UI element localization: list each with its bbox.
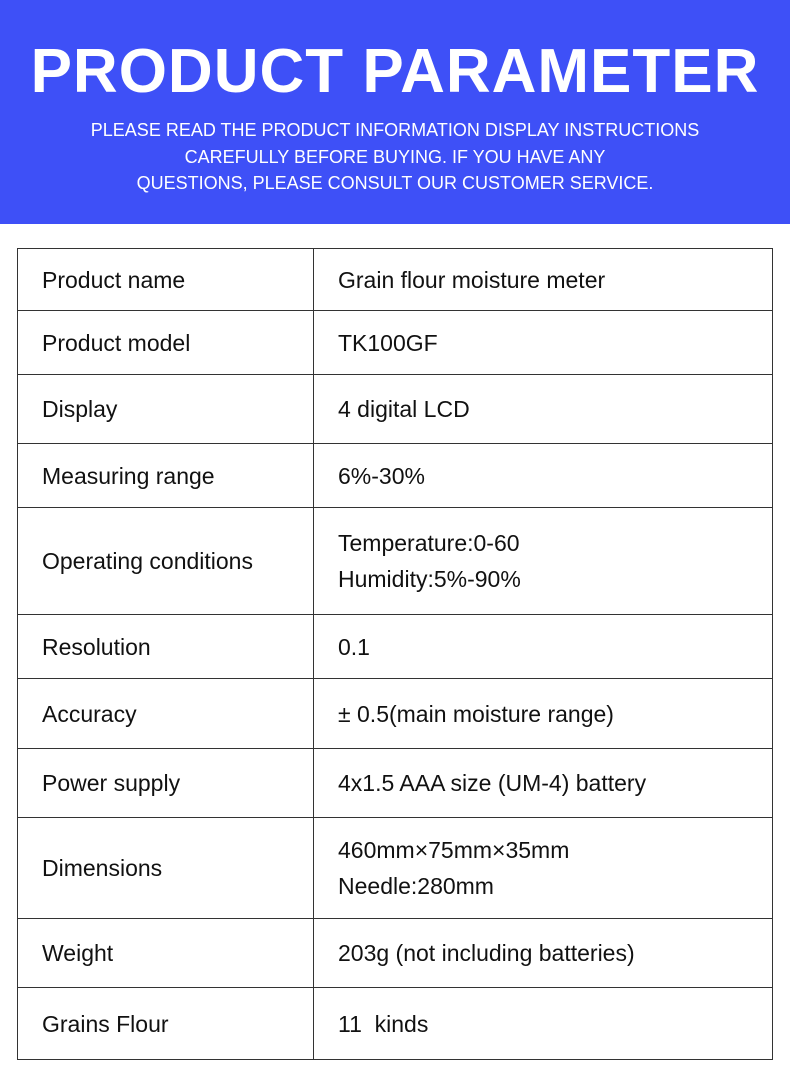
- param-value-line: Grain flour moisture meter: [338, 266, 606, 293]
- param-value: [314, 615, 773, 679]
- param-value: [314, 988, 773, 1060]
- table-row: [18, 818, 773, 919]
- table-row: [18, 375, 773, 444]
- parameter-table: [17, 248, 773, 1060]
- param-value-line: 6%-30%: [338, 462, 425, 489]
- param-value-line: TK100GF: [338, 329, 438, 356]
- table-row: [18, 615, 773, 679]
- subtitle-line: PLEASE READ THE PRODUCT INFORMATION DISPLAY INSTRUCTIONS: [90, 120, 700, 140]
- param-label: Operating conditions: [18, 508, 314, 615]
- param-value-line: 460mm×75mm×35mm: [338, 837, 570, 863]
- param-value: [314, 919, 773, 988]
- param-value-line: 4x1.5 AAA size (UM-4) battery: [338, 770, 647, 796]
- param-label: Grains Flour: [18, 988, 314, 1060]
- table-row: [18, 679, 773, 749]
- param-value: [314, 375, 773, 444]
- param-value: [314, 444, 773, 508]
- table-row: [18, 988, 773, 1060]
- header-banner: [0, 0, 790, 224]
- param-value: [314, 311, 773, 375]
- param-value-line: ± 0.5(main moisture range): [338, 700, 614, 727]
- param-value-line: 4 digital LCD: [338, 396, 470, 422]
- param-value-line: 11 kinds: [338, 1010, 429, 1037]
- table-row: [18, 919, 773, 988]
- page-title: PRODUCT PARAMETER: [30, 37, 760, 106]
- param-value-line: Needle:280mm: [338, 873, 494, 899]
- param-label: Display: [18, 375, 314, 444]
- param-value: [314, 818, 773, 919]
- param-value-line: 0.1: [338, 633, 370, 660]
- table-row: [18, 749, 773, 818]
- param-label: Power supply: [18, 749, 314, 818]
- param-label: Measuring range: [18, 444, 314, 508]
- param-label: Resolution: [18, 615, 314, 679]
- param-label: Weight: [18, 919, 314, 988]
- subtitle-line: QUESTIONS, PLEASE CONSULT OUR CUSTOMER SERVICE.: [136, 173, 654, 193]
- param-label: Accuracy: [18, 679, 314, 749]
- page-subtitle: [40, 117, 750, 197]
- param-value-line: Temperature:0-60: [338, 530, 520, 556]
- param-value: [314, 508, 773, 615]
- param-label: Product model: [18, 311, 314, 375]
- table-row: [18, 444, 773, 508]
- table-row: [18, 508, 773, 615]
- table-row: [18, 249, 773, 311]
- param-value-line: 203g (not including batteries): [338, 940, 635, 966]
- subtitle-line: CAREFULLY BEFORE BUYING. IF YOU HAVE ANY: [184, 146, 606, 167]
- param-value: [314, 679, 773, 749]
- param-value: [314, 249, 773, 311]
- table-row: [18, 311, 773, 375]
- param-label: Dimensions: [18, 818, 314, 919]
- param-value: [314, 749, 773, 818]
- param-value-line: Humidity:5%-90%: [338, 566, 521, 592]
- param-label: Product name: [18, 249, 314, 311]
